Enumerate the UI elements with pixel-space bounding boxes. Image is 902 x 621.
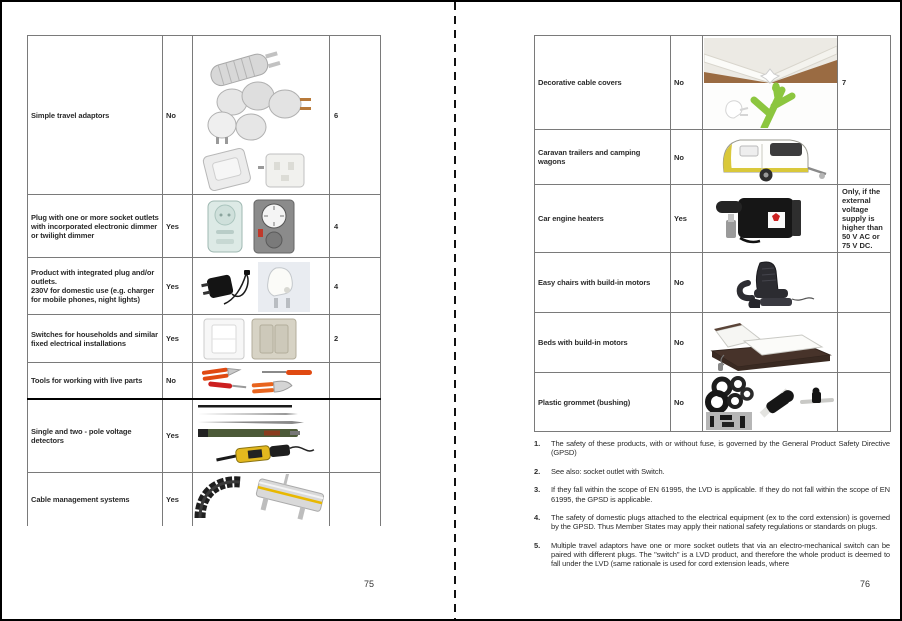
product-photo-cell [703, 313, 838, 373]
table-row [28, 315, 381, 363]
footnote-text: The safety of domestic plugs attached to the electrical equipment (ex to the cord extension) is governed by the GPSD. Thus Member States may apply their national safety regulations or standards on plugs. [551, 512, 890, 532]
car-engine-heater-photo [704, 188, 837, 249]
footnote-ref: 2 [330, 315, 381, 363]
product-photo-cell [703, 373, 838, 432]
lvd-answer: Yes [163, 195, 193, 258]
lvd-answer: No [671, 313, 703, 373]
cable-management-photo [194, 474, 329, 525]
footnote-number: 5. [534, 540, 541, 550]
footnote-ref [330, 473, 381, 527]
table-row [535, 313, 891, 373]
lvd-answer: No [671, 130, 703, 185]
product-description: Product with integrated plug and/or outlets. 230V for domestic use (e.g. charger for mobile phones, night lights) [28, 258, 163, 315]
footnote-number: 2. [534, 466, 541, 476]
footnote-ref: 4 [330, 195, 381, 258]
table-row [535, 253, 891, 313]
decorative-cable-covers-photo [704, 38, 837, 128]
lvd-answer: Yes [163, 399, 193, 473]
lvd-answer: No [671, 373, 703, 432]
product-photo-cell [703, 36, 838, 130]
table-row [28, 258, 381, 315]
massage-easy-chair-photo [704, 255, 837, 311]
plastic-grommets-photo [704, 375, 837, 430]
table-row [28, 473, 381, 527]
footnote-text: Multiple travel adaptors have one or more socket outlets that via an electro-mechanical switch can be paired with different plugs. The "switch" is a LVD product, and therefore the whole product is deemed to fall under the LVD (same rationale is used for cord extension leads, where [551, 540, 890, 569]
lvd-answer: No [163, 363, 193, 399]
footnote-1 [534, 439, 890, 458]
wall-switches-photo [194, 317, 329, 361]
lvd-answer: No [671, 36, 703, 130]
voltage-detectors-photo [194, 401, 329, 471]
product-photo-cell [193, 258, 330, 315]
table-row [535, 130, 891, 185]
footnotes-list [534, 439, 890, 578]
footnote-number: 4. [534, 512, 541, 522]
footnote-ref [838, 130, 891, 185]
table-row [28, 399, 381, 473]
product-description: Plastic grommet (bushing) [535, 373, 671, 432]
charger-and-night-light-photo [194, 260, 329, 313]
footnote-ref: 6 [330, 36, 381, 195]
lvd-answer: Yes [163, 315, 193, 363]
footnote-4 [534, 513, 890, 532]
page-number-left: 75 [364, 579, 375, 589]
condition-note: Only, if the external voltage supply is higher than 50 V AC or 75 V DC. [838, 185, 891, 253]
table-row [28, 363, 381, 399]
adjustable-bed-photo [704, 315, 837, 371]
product-photo-cell [193, 399, 330, 473]
page-divider-dashed-line [454, 2, 456, 621]
lvd-answer: Yes [671, 185, 703, 253]
table-row [535, 36, 891, 130]
footnote-2 [534, 467, 890, 476]
product-description: Beds with build-in motors [535, 313, 671, 373]
footnote-ref: 7 [838, 36, 891, 130]
product-description: Decorative cable covers [535, 36, 671, 130]
table-row [535, 185, 891, 253]
product-description: Car engine heaters [535, 185, 671, 253]
product-photo-cell [703, 130, 838, 185]
left-page-product-table [27, 35, 381, 526]
product-photo-cell [193, 36, 330, 195]
footnote-ref [330, 399, 381, 473]
product-photo-cell [703, 253, 838, 313]
dimmer-plug-and-timer-photo [194, 197, 329, 256]
footnote-number: 3. [534, 485, 541, 495]
product-description: Caravan trailers and camping wagons [535, 130, 671, 185]
product-photo-cell [193, 195, 330, 258]
product-description: Single and two - pole voltage detectors [28, 399, 163, 473]
footnote-ref [838, 373, 891, 432]
product-description: Switches for households and similar fixed electrical installations [28, 315, 163, 363]
simple-travel-adaptors-photo [194, 38, 329, 193]
table-row [28, 36, 381, 195]
footnote-text: The safety of these products, with or without fuse, is governed by the General Product Safety Directive (GPSD) [551, 439, 890, 458]
footnote-ref [330, 363, 381, 399]
footnote-ref [838, 253, 891, 313]
lvd-answer: Yes [163, 258, 193, 315]
product-photo-cell [193, 363, 330, 399]
lvd-answer: Yes [163, 473, 193, 527]
lvd-answer: No [163, 36, 193, 195]
product-description: Cable management systems [28, 473, 163, 527]
footnote-text: If they fall within the scope of EN 61995, the LVD is applicable. If they do not fall within the scope of EN 61995, the GPSD is applicable. [551, 485, 890, 504]
table-row [535, 373, 891, 432]
footnote-3 [534, 485, 890, 504]
product-description: Tools for working with live parts [28, 363, 163, 399]
product-description: Simple travel adaptors [28, 36, 163, 195]
lvd-answer: No [671, 253, 703, 313]
right-page-product-table [534, 35, 891, 432]
page-number-right: 76 [860, 579, 871, 589]
product-description: Plug with one or more socket outlets with incorporated electronic dimmer or twilight dimmer [28, 195, 163, 258]
product-photo-cell [193, 315, 330, 363]
footnote-text: See also: socket outlet with Switch. [551, 466, 665, 476]
product-photo-cell [193, 473, 330, 527]
footnote-ref: 4 [330, 258, 381, 315]
caravan-trailer-photo [704, 132, 837, 183]
table-row [28, 195, 381, 258]
footnote-5 [534, 541, 890, 569]
product-description: Easy chairs with build-in motors [535, 253, 671, 313]
insulated-tools-photo [194, 364, 329, 396]
footnote-ref [838, 313, 891, 373]
product-photo-cell [703, 185, 838, 253]
footnote-number: 1. [534, 439, 541, 448]
